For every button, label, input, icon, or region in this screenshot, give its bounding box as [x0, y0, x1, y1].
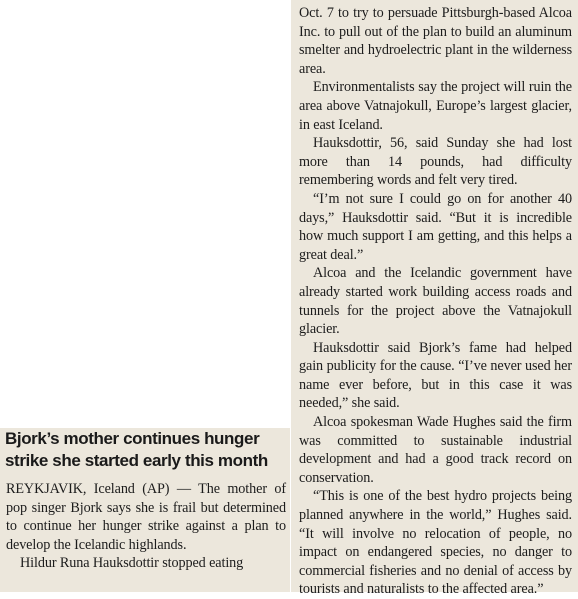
article-paragraph: “This is one of the best hydro projects being planned anywhere in the world,” Hughes said. “It will involve no relocation of people, no impact on endangered species, no danger to commercial fisheries and no denial of access by tourists and naturalists to the affected area.”: [299, 488, 572, 598]
article-left-column: [0, 428, 290, 592]
headline-line-1: Bjork’s mother continues hunger: [5, 429, 260, 448]
article-paragraph: Hauksdottir, 56, said Sunday she had lost more than 14 pounds, had difficulty remembering words and felt very tired.: [299, 135, 572, 189]
headline: [5, 428, 289, 472]
article-paragraph: Hauksdottir said Bjork’s fame had helped gain publicity for the cause. “I’ve never used her name ever before, but in this case it was needed,” she said.: [299, 339, 572, 412]
lead-paragraph: [6, 480, 286, 554]
article-paragraph: Environmentalists say the project will ruin the area above Vatnajokull, Europe’s largest glacier, in east Iceland.: [299, 79, 572, 133]
article-paragraph: Alcoa spokesman Wade Hughes said the firm was committed to sustainable industrial development and had a good track record on conservation.: [299, 414, 572, 486]
article-paragraph: Oct. 7 to try to persuade Pittsburgh-based Alcoa Inc. to pull out of the plan to build an aluminum smelter and hydroelectric plant in the wilderness area.: [299, 5, 572, 77]
article-right-column: [291, 0, 578, 598]
right-column-text: [299, 4, 572, 599]
headline-line-2: strike she started early this month: [5, 451, 268, 470]
dateline: REYKJAVIK, Iceland (AP) —: [6, 481, 191, 497]
lead-paragraph-text: The mother of pop singer Bjork says she is frail but determined to continue her hunger strike against a plan to develop the Icelandic highlands.: [6, 481, 286, 553]
left-column-text: [6, 480, 286, 573]
article-paragraph: “I’m not sure I could go on for another 40 days,” Hauksdottir said. “But it is incredible how much support I am getting, and this helps a great deal.”: [299, 190, 572, 263]
article-paragraph: Hildur Runa Hauksdottir stopped eating: [20, 555, 244, 572]
article-paragraph: Alcoa and the Icelandic government have already started work building access roads and tunnels for the project above the Vatnajokull glacier.: [299, 265, 572, 338]
